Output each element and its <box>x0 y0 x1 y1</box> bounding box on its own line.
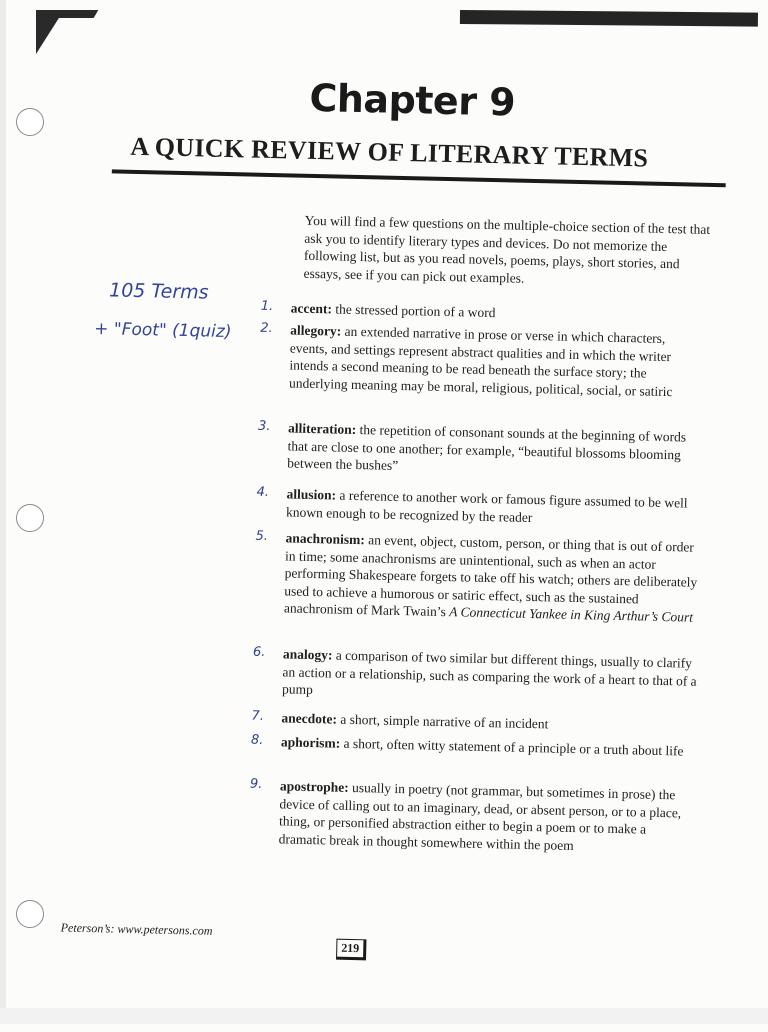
handwritten-number: 1. <box>260 298 274 315</box>
handwritten-number: 5. <box>255 528 269 545</box>
term-name: aphorism: <box>280 734 341 751</box>
term-name: analogy: <box>282 646 333 663</box>
term-name: alliteration: <box>287 420 357 437</box>
term-definition: usually in poetry (not grammar, but sometimes in prose) the device of calling out to an imaginary, dead, or absent person, or to a place, thing, or personified abstraction either to begin a poem or to make a dramatic break in thought somewhere within the poem <box>278 779 682 853</box>
term-name: accent: <box>290 300 333 317</box>
term-name: apostrophe: <box>279 778 349 795</box>
handwritten-number: 2. <box>260 320 273 337</box>
handwritten-number: 3. <box>257 418 271 435</box>
term-entry <box>260 320 706 400</box>
term-name: allegory: <box>290 322 342 339</box>
term-definition: the stressed portion of a word <box>331 301 496 321</box>
term-entry <box>255 528 702 626</box>
term-entry <box>257 418 704 481</box>
term-entry <box>251 708 697 736</box>
handwritten-number: 8. <box>250 732 264 748</box>
term-definition: a reference to another work or famous figure assumed to be well known enough to be recognized by the reader <box>285 487 688 525</box>
handwritten-number: 7. <box>251 708 265 724</box>
handwritten-number: 4. <box>256 484 270 501</box>
term-definition: an extended narrative in prose or verse in which characters, events, and settings represent abstract qualities and in which the writer intends a second meaning to be read beneath the surface story; the underlying meaning may be moral, religious, political, social, or satiric <box>288 323 673 399</box>
terms-list <box>249 298 711 853</box>
term-entry <box>256 484 703 529</box>
chapter-subtitle: A QUICK REVIEW OF LITERARY TERMS <box>130 131 649 173</box>
chapter-title: Chapter 9 <box>309 75 516 125</box>
term-entry <box>250 732 697 760</box>
footer-publisher: Peterson’s: www.petersons.com <box>60 920 213 938</box>
handwritten-number: 6. <box>252 644 266 660</box>
term-definition: a comparison of two similar but different things, usually to clarify an action or a relationship, such as comparing the work of a heart to that of a pump <box>281 647 697 698</box>
term-definition: the repetition of consonant sounds at the beginning of words that are close to one another; for example, “beautiful blossoms blooming between the bushes” <box>287 421 687 473</box>
term-definition: an event, object, custom, person, or thing that is out of order in time; some anachronisms are unintentional, such as when an actor performing Shakespeare forgets to take off his watch; others are deliberately used to achieve a humorous or satiric effect, such as the sustained anachronism of Mark Twain’s <box>283 532 698 620</box>
term-definition: a short, often witty statement of a principle or a truth about life <box>340 735 684 759</box>
handwritten-number: 9. <box>249 776 263 792</box>
term-name: allusion: <box>286 486 337 503</box>
term-definition-title: A Connecticut Yankee in King Arthur’s Court <box>449 604 694 625</box>
term-name: anecdote: <box>281 710 338 727</box>
page-number: 219 <box>336 939 366 961</box>
term-entry <box>252 644 699 707</box>
term-name: anachronism: <box>285 530 365 548</box>
handwritten-note-terms: 105 Terms <box>108 279 209 304</box>
handwritten-note-quiz: + "Foot" (1quiz) <box>94 319 232 343</box>
term-entry <box>249 776 696 856</box>
intro-paragraph: You will find a few questions on the multiple-choice section of the test that ask you to identify literary types and devices. Do not memorize the following list, but as you read novels, poems, plays, short stories, and essays, see if you can pick out examples. <box>303 212 711 286</box>
term-definition: a short, simple narrative of an incident <box>336 711 549 732</box>
